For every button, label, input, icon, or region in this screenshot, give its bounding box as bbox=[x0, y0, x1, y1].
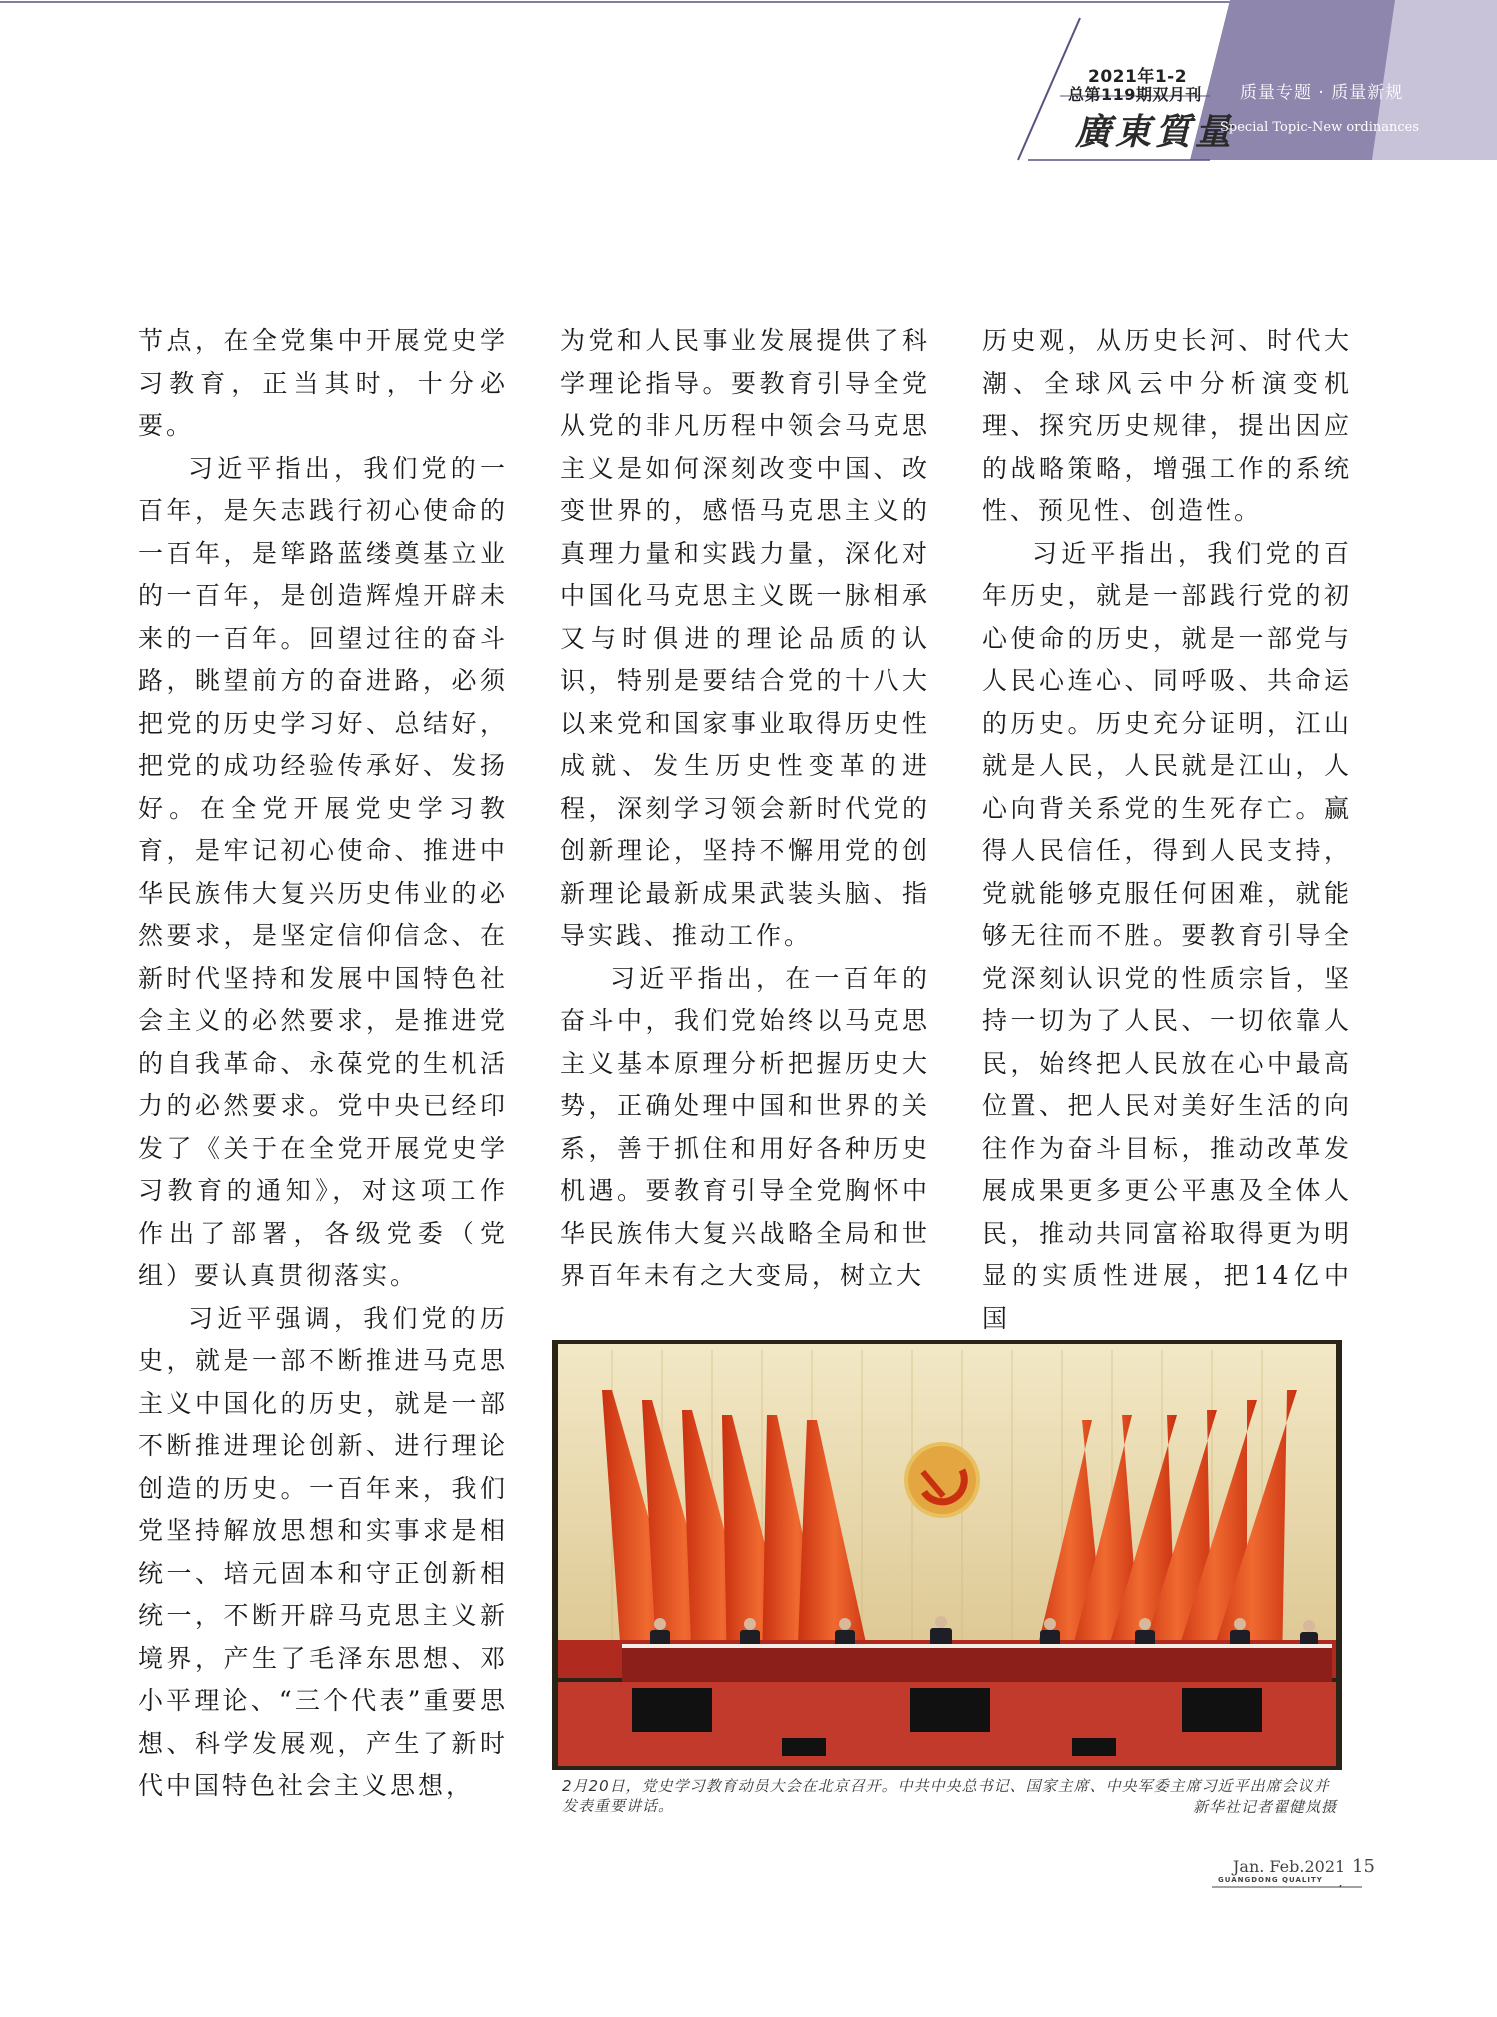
paragraph: 习近平指出，我们党的百年历史，就是一部践行党的初心使命的历史，就是一部党与人民心连心、同呼吸、共命运的历史。历史充分证明，江山就是人民，人民就是江山，人心向背关系党的生死存亡。赢得人民信任，得到人民支持，党就能够克服任何困难，就能够无往而不胜。要教育引导全党深刻认识党的性质宗旨，坚持一切为了人民、一切依靠人民，始终把人民放在心中最高位置、把人民对美好生活的向往作为奋斗目标，推动改革发展成果更多更公平惠及全体人民，推动共同富裕取得更为明显的实质性进展，把14亿中国 bbox=[982, 538, 1352, 1333]
magazine-logo: 廣東質量 bbox=[1075, 111, 1236, 153]
paragraph: 习近平指出，在一百年的奋斗中，我们党始终以马克思主义基本原理分析把握历史大势，正确处理中国和世界的关系，善于抓住和用好各种历史机遇。要教育引导全党胸怀中华民族伟大复兴战略全局和世界百年未有之大变局，树立大 bbox=[560, 963, 930, 1290]
paragraph: 习近平指出，我们党的一百年，是矢志践行初心使命的一百年，是筚路蓝缕奠基立业的一百年，是创造辉煌开辟未来的一百年。回望过往的奋斗路，眺望前方的奋进路，必须把党的历史学习好、总结好，把党的成功经验传承好、发扬好。在全党开展党史学习教育，是牢记初心使命、推进中华民族伟大复兴历史伟业的必然要求，是坚定信仰信念、在新时代坚持和发展中国特色社会主义的必然要求，是推进党的自我革命、永葆党的生机活力的必然要求。党中央已经印发了《关于在全党开展党史学习教育的通知》，对这项工作作出了部署，各级党委（党组）要认真贯彻落实。 bbox=[138, 453, 508, 1290]
issue-number: 总第119期双月刊 bbox=[1068, 85, 1202, 104]
text-column-3 bbox=[982, 320, 1352, 1340]
photo-credit: 新华社记者翟健岚摄 bbox=[1192, 1798, 1337, 1816]
paragraph: 历史观，从历史长河、时代大潮、全球风云中分析演变机理、探究历史规律，提出因应的战略策略，增强工作的系统性、预见性、创造性。 bbox=[982, 326, 1352, 525]
photo-caption: 2月20日，党史学习教育动员大会在北京召开。中共中央总书记、国家主席、中央军委主席习近平出席会议并发表重要讲话。 bbox=[562, 1777, 1330, 1815]
paragraph: 习近平强调，我们党的历史，就是一部不断推进马克思主义中国化的历史，就是一部不断推进理论创新、进行理论创造的历史。一百年来，我们党坚持解放思想和实事求是相统一、培元固本和守正创新相统一，不断开辟马克思主义新境界，产生了毛泽东思想、邓小平理论、“三个代表”重要思想、科学发展观，产生了新时代中国特色社会主义思想， bbox=[138, 1303, 508, 1800]
footer-magazine: GUANGDONG QUALITY bbox=[1218, 1876, 1323, 1884]
meeting-photo-illustration bbox=[552, 1340, 1342, 1770]
text-column-2 bbox=[560, 320, 930, 1298]
page-header bbox=[0, 0, 1497, 170]
footer-decoration bbox=[1212, 1885, 1362, 1915]
meeting-photo bbox=[552, 1340, 1342, 1770]
issue-date: 2021年1-2 bbox=[1088, 67, 1188, 87]
footer-date: Jan. Feb.2021 bbox=[1233, 1857, 1346, 1876]
paragraph: 为党和人民事业发展提供了科学理论指导。要教育引导全党从党的非凡历程中领会马克思主义是如何深刻改变中国、改变世界的，感悟马克思主义的真理力量和实践力量，深化对中国化马克思主义既一脉相承又与时俱进的理论品质的认识，特别是要结合党的十八大以来党和国家事业取得历史性成就、发生历史性变革的进程，深刻学习领会新时代党的创新理论，坚持不懈用党的创新理论最新成果武装头脑、指导实践、推动工作。 bbox=[560, 326, 930, 950]
section-title-cn: 质量专题 · 质量新规 bbox=[1240, 83, 1404, 103]
page-number: 15 bbox=[1352, 1856, 1375, 1877]
text-column-1 bbox=[138, 320, 508, 1808]
section-title-en: Special Topic-New ordinances bbox=[1220, 120, 1420, 135]
paragraph: 节点，在全党集中开展党史学习教育，正当其时，十分必要。 bbox=[138, 326, 508, 440]
